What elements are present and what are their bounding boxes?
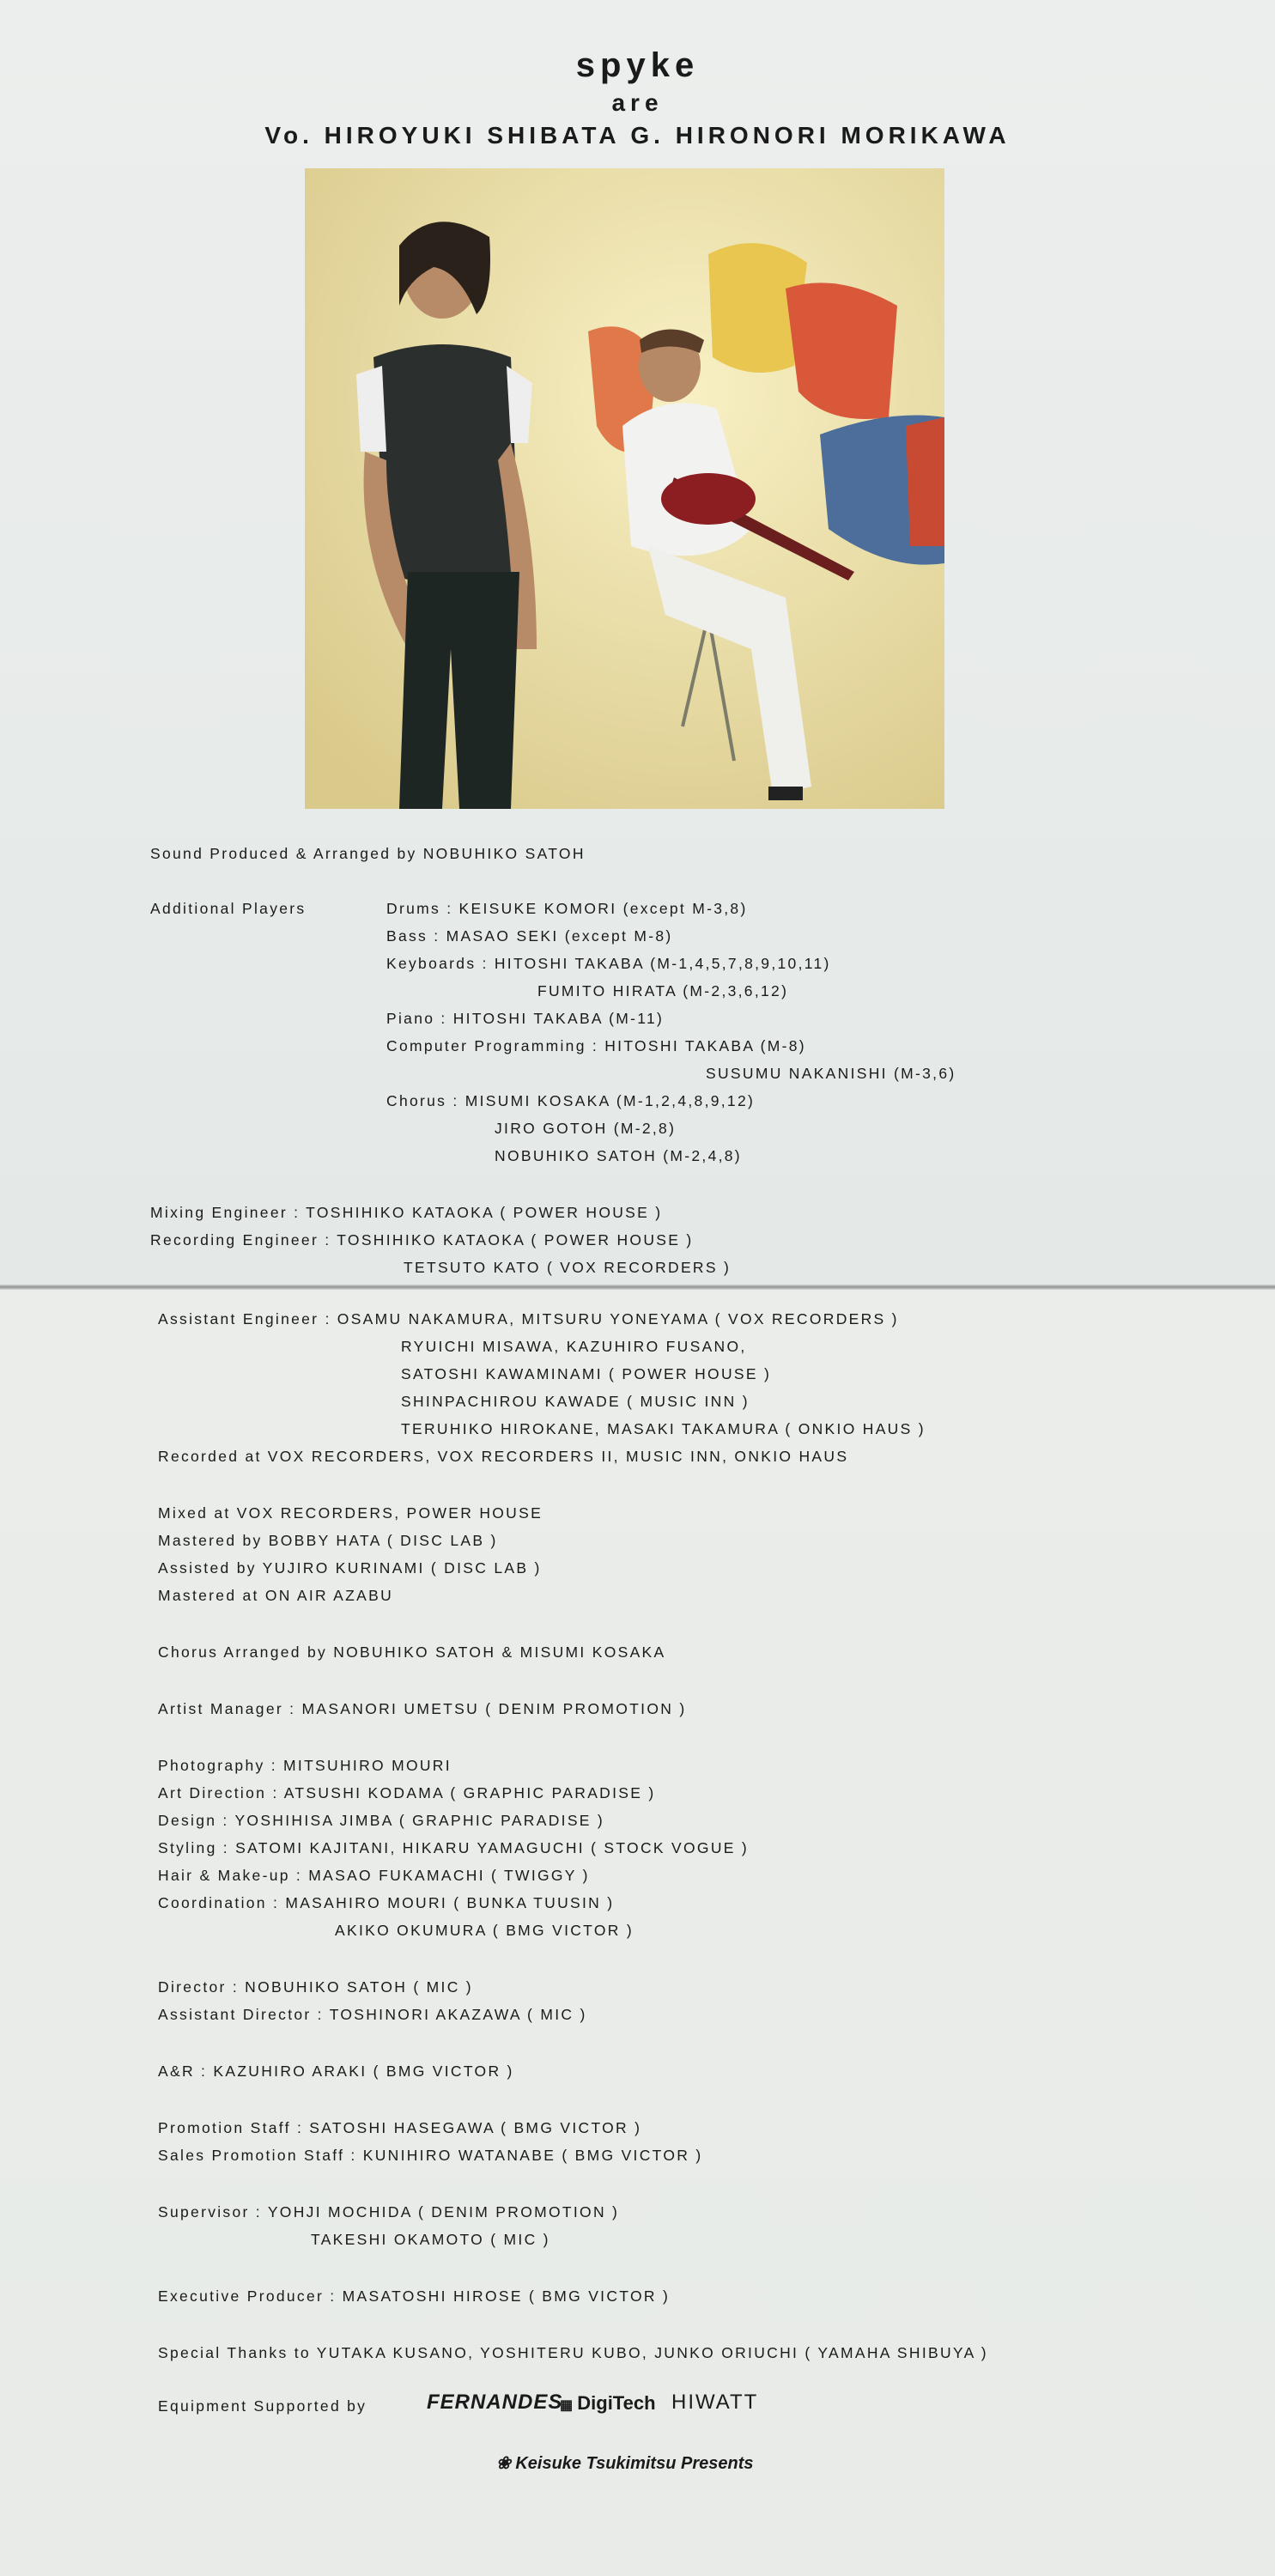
credit-assistant-engineer-3: SATOSHI KAWAMINAMI ( POWER HOUSE ) xyxy=(401,1365,772,1382)
credit-sales-promotion-staff: Sales Promotion Staff : KUNIHIRO WATANABE ( BMG VICTOR ) xyxy=(158,2147,703,2164)
presents-emblem-icon: ❀ xyxy=(496,2454,511,2473)
credit-keyboards-2: FUMITO HIRATA (M-2,3,6,12) xyxy=(537,982,789,999)
credit-director: Director : NOBUHIKO SATOH ( MIC ) xyxy=(158,1978,473,1996)
digitech-mark-icon: ▦ xyxy=(560,2398,573,2413)
credit-executive-producer: Executive Producer : MASATOSHI HIROSE ( BMG VICTOR ) xyxy=(158,2287,671,2305)
credit-artist-manager: Artist Manager : MASANORI UMETSU ( DENIM PROMOTION ) xyxy=(158,1700,687,1717)
credit-recording-engineer: Recording Engineer : TOSHIHIKO KATAOKA ( POWER HOUSE ) xyxy=(150,1231,694,1249)
credit-chorus-3: NOBUHIKO SATOH (M-2,4,8) xyxy=(495,1147,742,1164)
credit-chorus-2: JIRO GOTOH (M-2,8) xyxy=(495,1120,677,1137)
credit-supervisor: Supervisor : YOHJI MOCHIDA ( DENIM PROMOTION ) xyxy=(158,2203,620,2221)
band-members: Vo. HIROYUKI SHIBATA G. HIRONORI MORIKAWA xyxy=(264,122,1011,149)
band-photo xyxy=(305,168,944,809)
presents-logo: Keisuke Tsukimitsu Presents xyxy=(515,2454,754,2473)
credit-mixing-engineer: Mixing Engineer : TOSHIHIKO KATAOKA ( POWER HOUSE ) xyxy=(150,1204,663,1221)
credit-coordination: Coordination : MASAHIRO MOURI ( BUNKA TUUSIN ) xyxy=(158,1894,615,1911)
band-name: spyke xyxy=(575,46,700,84)
band-are-label: are xyxy=(611,89,664,116)
credit-hair-makeup: Hair & Make-up : MASAO FUKAMACHI ( TWIGGY ) xyxy=(158,1867,590,1884)
credit-equipment-supported: Equipment Supported by xyxy=(158,2397,367,2415)
credit-computer-programming: Computer Programming : HITOSHI TAKABA (M-8) xyxy=(386,1037,806,1054)
credit-keyboards: Keyboards : HITOSHI TAKABA (M-1,4,5,7,8,9,10,11) xyxy=(386,955,831,972)
credit-mastered-by: Mastered by BOBBY HATA ( DISC LAB ) xyxy=(158,1532,498,1549)
credit-assistant-engineer-4: SHINPACHIROU KAWADE ( MUSIC INN ) xyxy=(401,1393,750,1410)
credit-special-thanks: Special Thanks to YUTAKA KUSANO, YOSHITERU KUBO, JUNKO ORIUCHI ( YAMAHA SHIBUYA ) xyxy=(158,2344,988,2361)
credit-chorus: Chorus : MISUMI KOSAKA (M-1,2,4,8,9,12) xyxy=(386,1092,756,1109)
credit-supervisor-2: TAKESHI OKAMOTO ( MIC ) xyxy=(311,2231,550,2248)
credit-coordination-2: AKIKO OKUMURA ( BMG VICTOR ) xyxy=(335,1922,634,1939)
credit-drums: Drums : KEISUKE KOMORI (except M-3,8) xyxy=(386,900,748,917)
band-photo-illustration xyxy=(305,168,944,809)
fernandes-logo: FERNANDES xyxy=(427,2391,563,2414)
credit-piano: Piano : HITOSHI TAKABA (M-11) xyxy=(386,1010,665,1027)
credit-photography: Photography : MITSUHIRO MOURI xyxy=(158,1757,452,1774)
credit-mastered-at: Mastered at ON AIR AZABU xyxy=(158,1587,394,1604)
credit-assisted-by: Assisted by YUJIRO KURINAMI ( DISC LAB ) xyxy=(158,1559,542,1577)
credit-assistant-engineer-2: RYUICHI MISAWA, KAZUHIRO FUSANO, xyxy=(401,1338,747,1355)
credit-styling: Styling : SATOMI KAJITANI, HIKARU YAMAGUCHI ( STOCK VOGUE ) xyxy=(158,1839,750,1856)
digitech-logo-wrapper xyxy=(560,2392,656,2415)
credit-assistant-engineer: Assistant Engineer : OSAMU NAKAMURA, MITSURU YONEYAMA ( VOX RECORDERS ) xyxy=(158,1310,899,1327)
lower-panel xyxy=(0,1290,1275,2576)
credit-computer-programming-2: SUSUMU NAKANISHI (M-3,6) xyxy=(706,1065,956,1082)
credit-chorus-arranged: Chorus Arranged by NOBUHIKO SATOH & MISUMI KOSAKA xyxy=(158,1643,666,1661)
credit-assistant-engineer-5: TERUHIKO HIROKANE, MASAKI TAKAMURA ( ONKIO HAUS ) xyxy=(401,1420,926,1437)
hiwatt-logo: HIWATT xyxy=(671,2391,759,2414)
credit-promotion-staff: Promotion Staff : SATOSHI HASEGAWA ( BMG VICTOR ) xyxy=(158,2119,642,2136)
credit-design: Design : YOSHIHISA JIMBA ( GRAPHIC PARADISE ) xyxy=(158,1812,605,1829)
credit-bass: Bass : MASAO SEKI (except M-8) xyxy=(386,927,673,945)
presents-logo-wrapper xyxy=(496,2452,753,2474)
digitech-logo: DigiTech xyxy=(577,2392,656,2414)
credit-a-and-r: A&R : KAZUHIRO ARAKI ( BMG VICTOR ) xyxy=(158,2063,514,2080)
credit-additional-players-label: Additional Players xyxy=(150,900,307,917)
credit-recording-engineer-2: TETSUTO KATO ( VOX RECORDERS ) xyxy=(404,1259,732,1276)
credit-assistant-director: Assistant Director : TOSHINORI AKAZAWA ( MIC ) xyxy=(158,2006,587,2023)
credit-sound-produced: Sound Produced & Arranged by NOBUHIKO SATOH xyxy=(150,845,586,862)
credit-recorded-at: Recorded at VOX RECORDERS, VOX RECORDERS II, MUSIC INN, ONKIO HAUS xyxy=(158,1448,849,1465)
credit-mixed-at: Mixed at VOX RECORDERS, POWER HOUSE xyxy=(158,1504,543,1522)
credit-art-direction: Art Direction : ATSUSHI KODAMA ( GRAPHIC PARADISE ) xyxy=(158,1784,656,1801)
